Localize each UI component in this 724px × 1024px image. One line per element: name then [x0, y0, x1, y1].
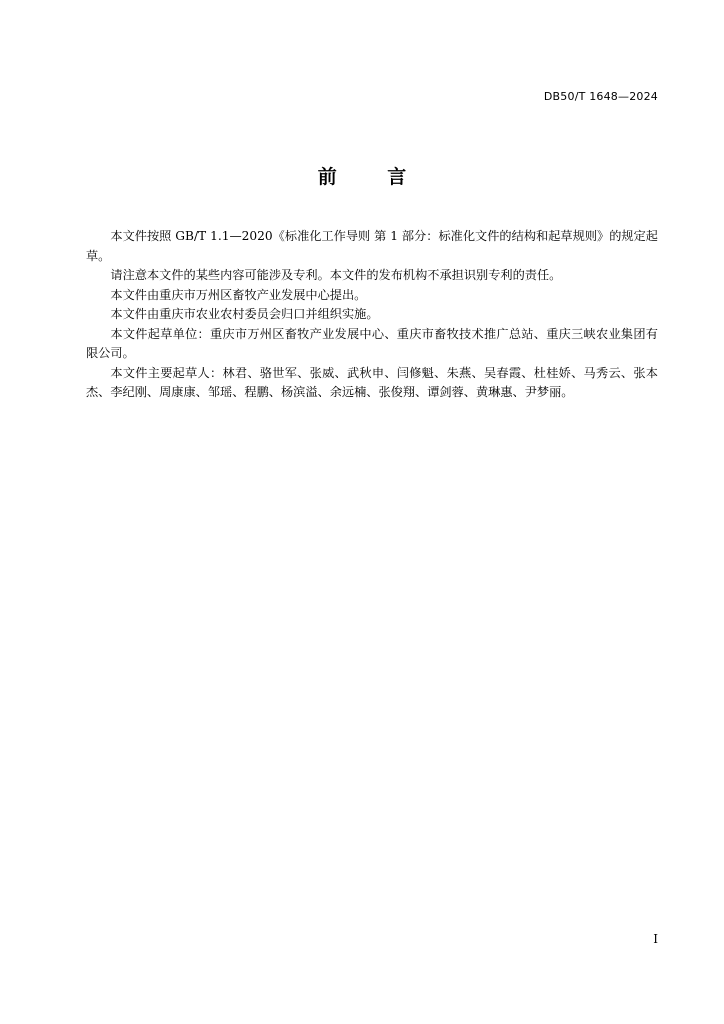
- paragraph-proposer: 本文件由重庆市万州区畜牧产业发展中心提出。: [110, 287, 367, 302]
- paragraph-administrator: 本文件由重庆市农业农村委员会归口并组织实施。: [110, 307, 379, 321]
- paragraph-drafting-rules: 本文件按照 GB/T 1.1—2020《标准化工作导则 第 1 部分：标准化文件的结构和起草规则》的规定起草。: [86, 229, 658, 263]
- page-title: 前 言: [317, 166, 429, 188]
- foreword-body: [86, 227, 658, 403]
- paragraph-drafters: 本文件主要起草人：林君、骆世军、张威、武秋申、闫修魁、朱燕、吴春霞、杜桂娇、马秀云、张本杰、李纪刚、周康康、邹瑶、程鹏、杨滨溢、余远楠、张俊翔、谭剑蓉、黄琳惠、尹梦丽。: [86, 365, 658, 399]
- paragraph-patent-notice: 请注意本文件的某些内容可能涉及专利。本文件的发布机构不承担识别专利的责任。: [110, 268, 562, 282]
- paragraph-drafting-units: 本文件起草单位：重庆市万州区畜牧产业发展中心、重庆市畜牧技术推广总站、重庆三峡农业集团有限公司。: [86, 326, 658, 360]
- page-number: I: [653, 932, 658, 946]
- standard-code: DB50/T 1648—2024: [543, 90, 658, 103]
